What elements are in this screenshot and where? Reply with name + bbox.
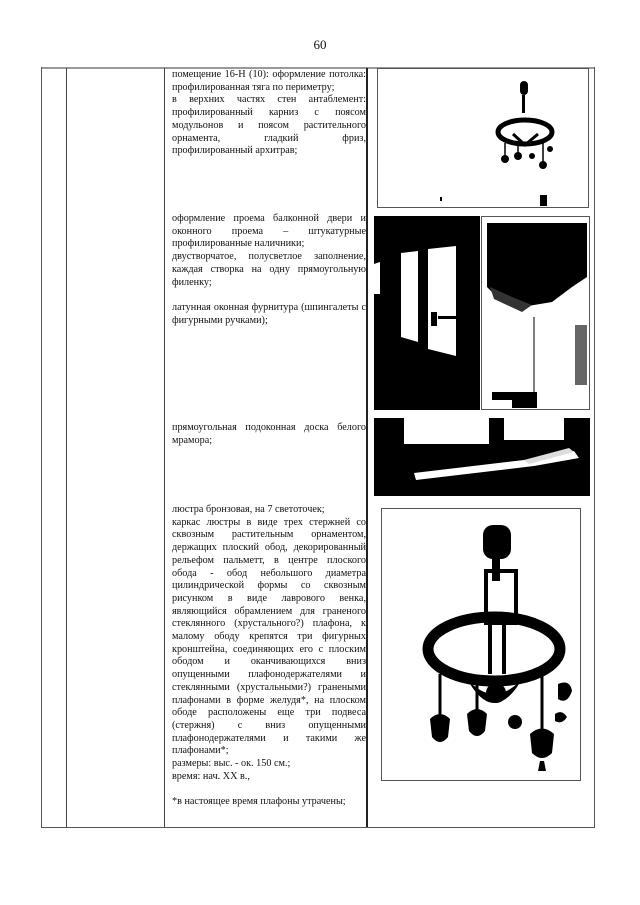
description-line: размеры: выс. - ок. 150 см.;: [172, 758, 291, 770]
column-divider: [66, 68, 67, 827]
column-divider: [164, 68, 165, 827]
description-line: прямоугольная подоконная доска белого мрамора;: [172, 422, 366, 446]
window-detail-photo: [481, 216, 590, 410]
balcony-door-photo: [374, 216, 480, 410]
ceiling-walls-description: [172, 69, 366, 158]
windowsill-photo: [374, 418, 590, 496]
description-line: в верхних частях стен антаблемент: профилированный карниз с поясом модульонов и поясом растительного орнамента, гладкий фриз, профилированный архитрав;: [172, 94, 366, 157]
chandelier-closeup-photo: [381, 508, 581, 781]
description-line: двустворчатое, полусветлое заполнение, каждая створка на одну прямоугольную филенку;: [172, 251, 366, 288]
chandelier-description: [172, 504, 366, 809]
description-line: время: нач. XX в.,: [172, 770, 250, 782]
door-window-description: [172, 213, 366, 327]
page-number: 60: [313, 37, 327, 52]
ceiling-chandelier-photo: [377, 68, 589, 208]
description-line: латунная оконная фурнитура (шпингалеты с фигурными ручками);: [172, 301, 366, 326]
windowsill-description: [172, 422, 366, 447]
column-divider: [366, 68, 368, 827]
footnote: *в настоящее время плафоны утрачены;: [172, 796, 346, 808]
inventory-table: [41, 67, 595, 828]
description-line: каркас люстры в виде трех стержней со сквозным растительным орнаментом, держащих плоский обод, декорированный рельефом пальметт, в центре плоского обода - обод небольшого диаметра цилиндрической формы со сквозным рисунком в виде лаврового венка, являющийся обрамлением для граненого стеклянного (хрустального?) плафона, к малому ободу крепятся три фигурных кронштейна, соединяющих его с плоским ободом и оканчивающихся вниз опущенными плафонодержателями и стеклянными (хрустальными?) гранеными плафонами в форме желудя*, на плоском ободе расположены еще три подвеса (стержня) с вниз опущенными плафонодержателями и такими же плафонами*;: [172, 516, 366, 757]
description-line: люстра бронзовая, на 7 светоточек;: [172, 504, 325, 515]
description-line: помещение 16-Н (10): оформление потолка: профилированная тяга по периметру;: [172, 69, 366, 93]
description-line: оформление проема балконной двери и оконного проема – штукатурные профилированные наличники;: [172, 213, 366, 250]
